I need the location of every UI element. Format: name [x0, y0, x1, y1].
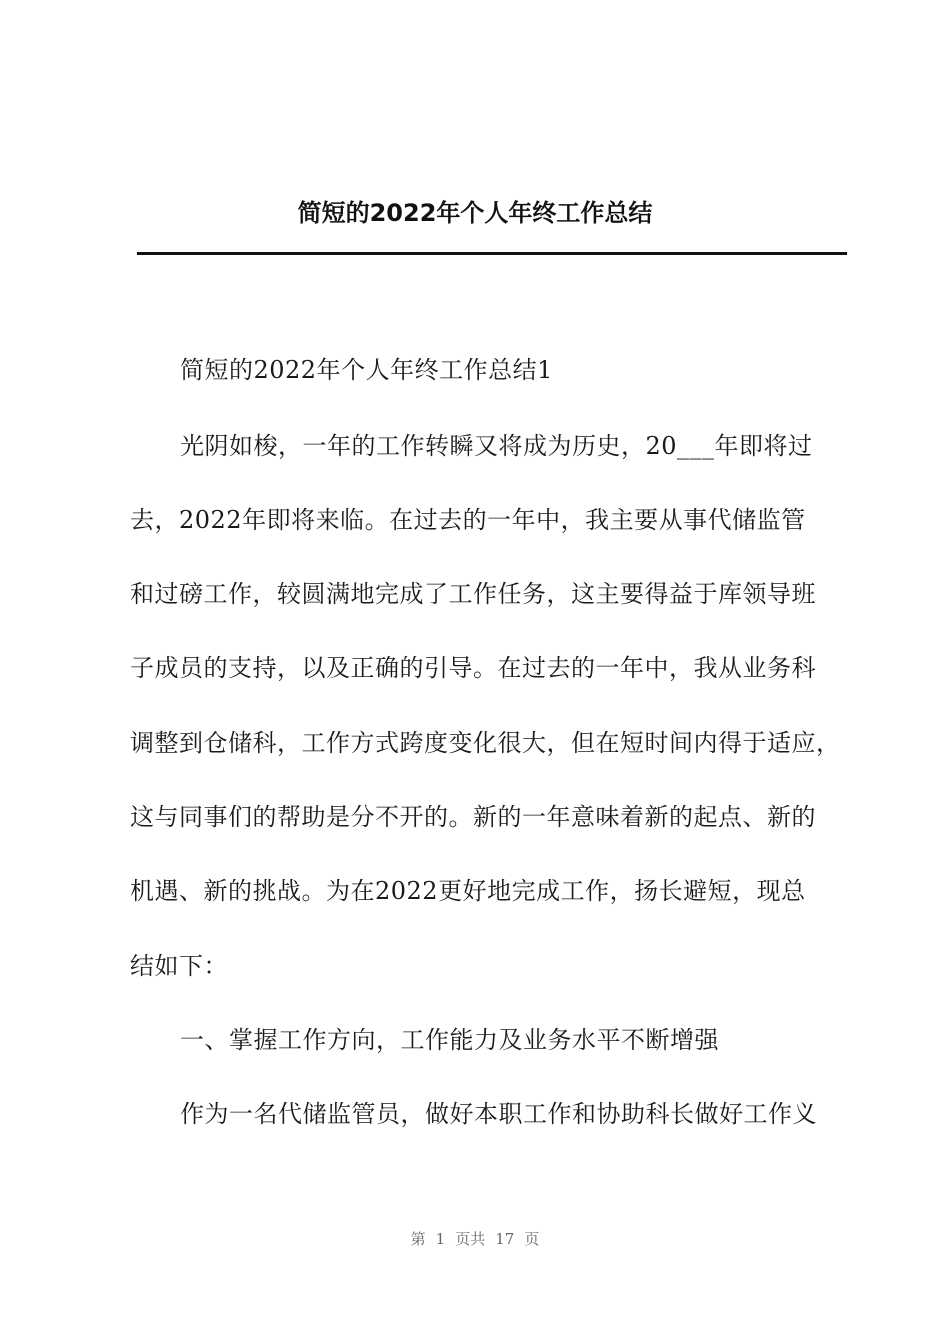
page-footer	[0, 1228, 950, 1250]
footer-suffix: 页	[524, 1230, 540, 1248]
section-subtitle: 简短的2022年个人年终工作总结1	[180, 356, 553, 384]
paragraph-line-7: 机遇、新的挑战。为在2022更好地完成工作，扬长避短，现总	[130, 877, 806, 905]
paragraph-line-4: 子成员的支持，以及正确的引导。在过去的一年中，我从业务科	[130, 654, 816, 682]
footer-mid: 页共	[455, 1230, 486, 1248]
section-heading: 一、掌握工作方向，工作能力及业务水平不断增强	[180, 1026, 719, 1054]
footer-total-pages: 17	[495, 1230, 515, 1248]
footer-current-page: 1	[435, 1230, 446, 1248]
footer-prefix: 第	[410, 1230, 426, 1248]
title-underline	[137, 252, 847, 255]
paragraph-line-8: 结如下：	[130, 952, 228, 980]
paragraph-line-1: 光阴如梭，一年的工作转瞬又将成为历史，20___年即将过	[180, 432, 813, 460]
document-title: 简短的2022年个人年终工作总结	[297, 199, 653, 227]
paragraph-line-2: 去，2022年即将来临。在过去的一年中，我主要从事代储监管	[130, 506, 806, 534]
paragraph-line-5: 调整到仓储科，工作方式跨度变化很大，但在短时间内得于适应，	[130, 729, 841, 757]
paragraph-line-3: 和过磅工作，较圆满地完成了工作任务，这主要得益于库领导班	[130, 580, 816, 608]
section-paragraph-line-1: 作为一名代储监管员，做好本职工作和协助科长做好工作义	[180, 1100, 817, 1128]
paragraph-line-6: 这与同事们的帮助是分不开的。新的一年意味着新的起点、新的	[130, 803, 816, 831]
